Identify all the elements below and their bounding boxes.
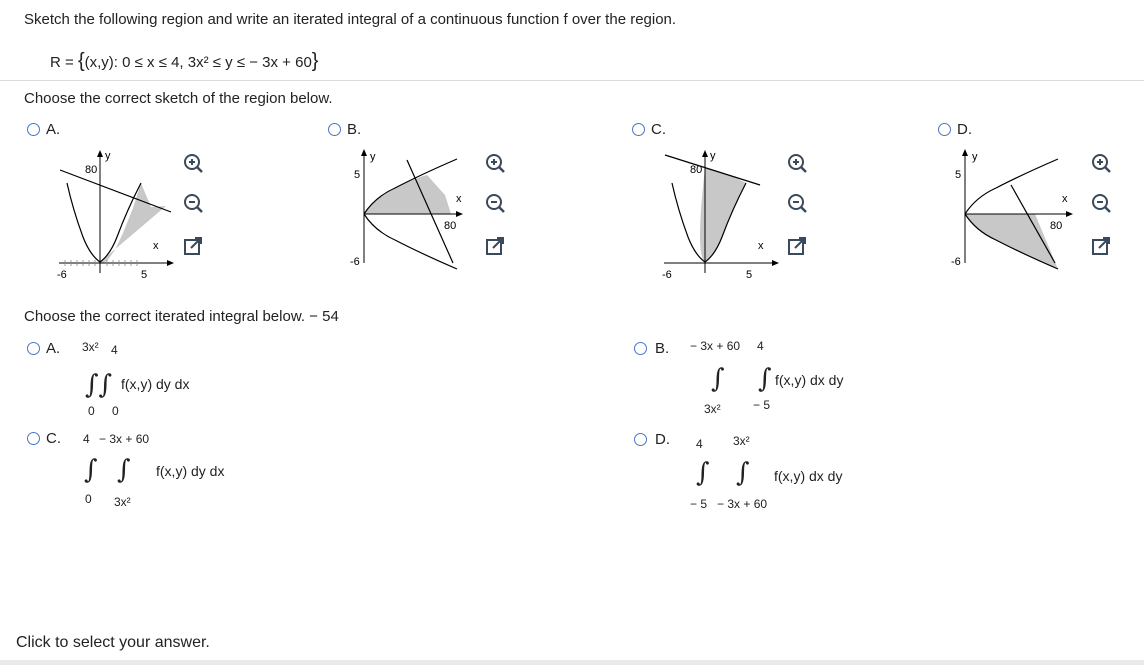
x-max: 5	[141, 269, 148, 280]
x-label: x	[456, 193, 462, 205]
radio-sketch-c[interactable]	[632, 123, 645, 136]
inner-lower-limit: − 3x + 60	[717, 497, 768, 511]
inner-lower-limit: − 5	[753, 398, 771, 412]
integrand: f(x,y) dx dy	[775, 372, 844, 388]
option-letter: B.	[347, 121, 362, 138]
open-new-window-icon[interactable]	[786, 235, 808, 257]
x-label: x	[758, 240, 764, 252]
y-arrow	[361, 149, 367, 156]
inner-integral-sign: ∫	[117, 455, 131, 485]
y-tick-top: 80	[85, 164, 98, 176]
outer-lower-limit: − 5	[690, 497, 708, 511]
y-tick-top: 5	[354, 169, 361, 181]
shaded-region	[965, 214, 1058, 269]
x-arrow	[456, 211, 463, 217]
x-tick: 80	[1050, 220, 1063, 232]
region-definition: R = {(x,y): 0 ≤ x ≤ 4, 3x² ≤ y ≤ − 3x + 60}	[50, 50, 319, 72]
outer-integral-sign: ∫	[711, 364, 725, 394]
line	[60, 170, 171, 212]
zoom-in-icon[interactable]	[1090, 152, 1112, 174]
x-label: x	[153, 240, 159, 252]
x-arrow	[1066, 211, 1073, 217]
graph-a[interactable]	[55, 145, 175, 280]
shaded-region	[700, 168, 746, 262]
y-label: y	[105, 150, 111, 162]
y-arrow	[702, 150, 708, 157]
zoom-out-icon[interactable]	[182, 192, 204, 214]
y-tick-bottom: -6	[350, 256, 360, 268]
part2-instruction-suffix: − 54	[309, 308, 339, 325]
y-tick-top: 80	[690, 164, 703, 176]
y-arrow	[962, 149, 968, 156]
integral-sign: ∫∫	[85, 370, 113, 400]
option-letter: A.	[46, 121, 61, 138]
integrand: f(x,y) dy dx	[121, 376, 190, 392]
option-letter: B.	[655, 340, 670, 357]
open-new-window-icon[interactable]	[484, 235, 506, 257]
zoom-out-icon[interactable]	[484, 192, 506, 214]
graph-d[interactable]	[945, 145, 1075, 270]
inner-upper-limit: − 3x + 60	[99, 432, 150, 446]
x-label: x	[1062, 193, 1068, 205]
parabola-left	[67, 183, 100, 262]
question-prompt: Sketch the following region and write an iterated integral of a continuous function f over the region.	[24, 11, 677, 28]
y-tick-bottom: -6	[951, 256, 961, 268]
radio-sketch-b[interactable]	[328, 123, 341, 136]
outer-lower-limit: 0	[88, 404, 95, 418]
integrand: f(x,y) dy dx	[156, 463, 225, 479]
inner-integral-sign: ∫	[736, 458, 750, 488]
x-arrow	[772, 260, 779, 266]
x-arrow	[167, 260, 174, 266]
radio-integral-b[interactable]	[634, 342, 647, 355]
parabola-left	[672, 183, 705, 262]
inner-integral-sign: ∫	[758, 364, 772, 394]
option-letter: C.	[651, 121, 666, 138]
graph-c[interactable]	[660, 145, 780, 280]
option-letter: D.	[655, 431, 670, 448]
zoom-in-icon[interactable]	[786, 152, 808, 174]
y-label: y	[972, 151, 978, 163]
inner-lower-limit: 0	[112, 404, 119, 418]
zoom-in-icon[interactable]	[182, 152, 204, 174]
option-letter: A.	[46, 340, 61, 357]
outer-integral-sign: ∫	[84, 455, 98, 485]
outer-lower-limit: 3x²	[704, 402, 721, 416]
open-new-window-icon[interactable]	[1090, 235, 1112, 257]
x-min: -6	[57, 269, 67, 280]
region-prefix: R =	[50, 54, 74, 71]
region-set: (x,y): 0 ≤ x ≤ 4, 3x² ≤ y ≤ − 3x + 60	[84, 54, 312, 71]
y-arrow	[97, 150, 103, 157]
footer-hint: Click to select your answer.	[16, 634, 210, 651]
zoom-out-icon[interactable]	[1090, 192, 1112, 214]
outer-integral-sign: ∫	[696, 458, 710, 488]
outer-upper-limit: 3x²	[82, 340, 99, 354]
x-min: -6	[662, 269, 672, 280]
zoom-out-icon[interactable]	[786, 192, 808, 214]
divider	[0, 80, 1144, 81]
outer-upper-limit: − 3x + 60	[690, 339, 741, 353]
outer-upper-limit: 4	[83, 432, 90, 446]
part1-instruction: Choose the correct sketch of the region below.	[24, 90, 333, 107]
y-tick-top: 5	[955, 169, 962, 181]
y-label: y	[370, 151, 376, 163]
inner-upper-limit: 4	[757, 339, 764, 353]
x-tick: 80	[444, 220, 457, 232]
option-letter: C.	[46, 430, 61, 447]
integrand: f(x,y) dx dy	[774, 468, 843, 484]
bottom-bar	[0, 660, 1144, 665]
open-new-window-icon[interactable]	[182, 235, 204, 257]
outer-upper-limit: 4	[696, 437, 703, 451]
part2-instruction	[24, 308, 339, 325]
part2-instruction-text: Choose the correct iterated integral below.	[24, 308, 305, 325]
radio-integral-c[interactable]	[27, 432, 40, 445]
option-letter: D.	[957, 121, 972, 138]
radio-sketch-a[interactable]	[27, 123, 40, 136]
radio-sketch-d[interactable]	[938, 123, 951, 136]
zoom-in-icon[interactable]	[484, 152, 506, 174]
inner-upper-limit: 3x²	[733, 434, 750, 448]
outer-lower-limit: 0	[85, 492, 92, 506]
shaded-region	[364, 175, 451, 214]
y-label: y	[710, 150, 716, 162]
x-max: 5	[746, 269, 753, 280]
graph-b[interactable]	[335, 145, 465, 270]
inner-upper-limit: 4	[111, 343, 118, 357]
radio-integral-d[interactable]	[634, 433, 647, 446]
radio-integral-a[interactable]	[27, 342, 40, 355]
inner-lower-limit: 3x²	[114, 495, 131, 509]
